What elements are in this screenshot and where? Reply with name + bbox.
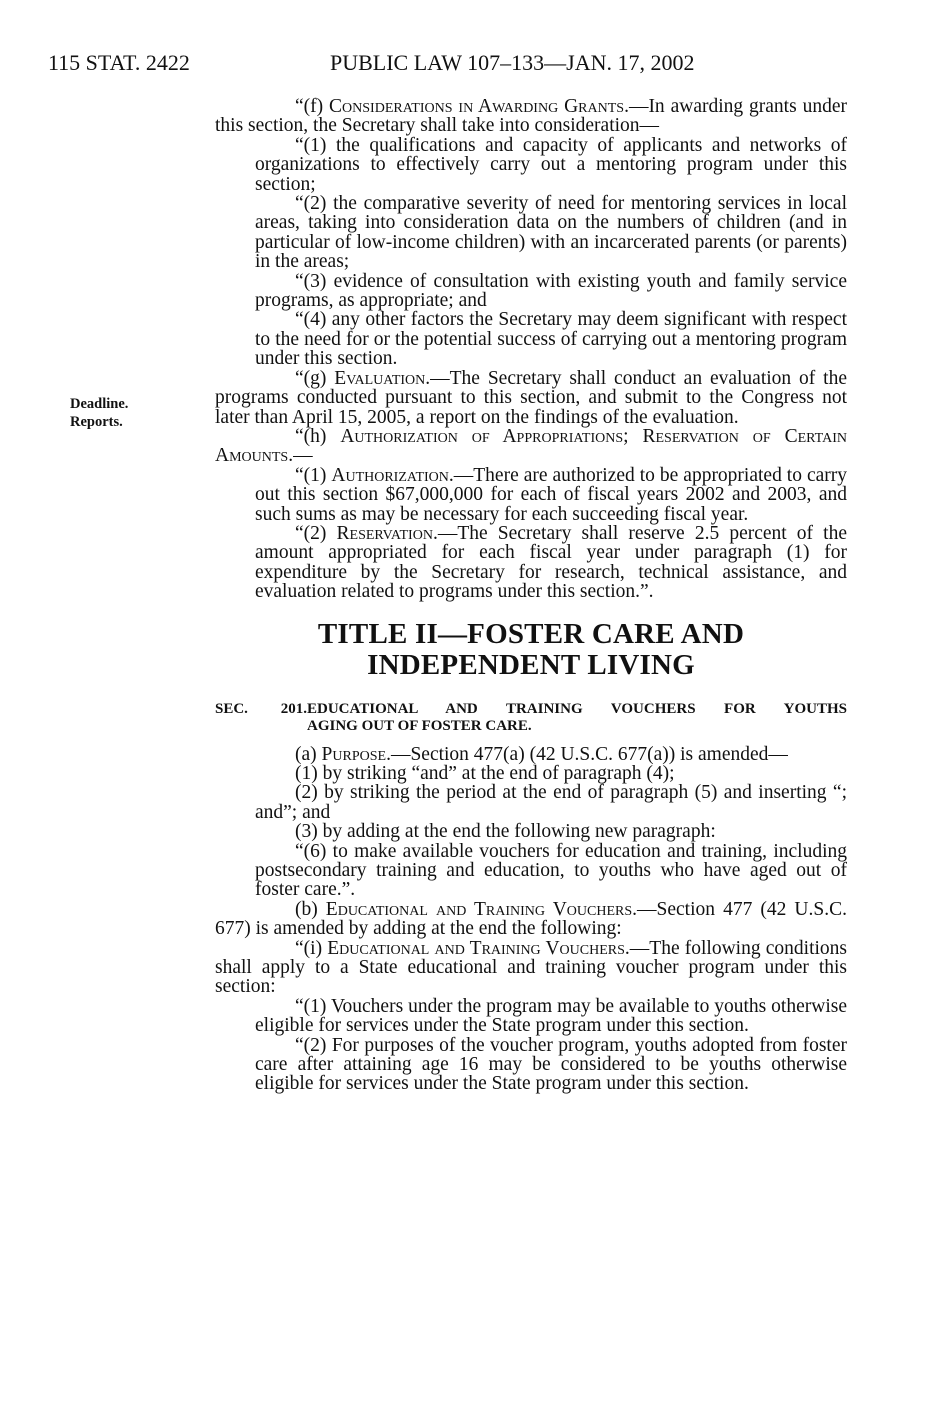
title-line-2: INDEPENDENT LIVING	[367, 648, 695, 681]
subsection-i-heading: Educational and Training Vouchers	[327, 937, 625, 959]
subsection-a	[215, 745, 847, 764]
subsection-f	[215, 97, 847, 136]
paragraph-h2-label: “(2)	[295, 522, 337, 544]
margin-note-deadline: Deadline.	[70, 396, 129, 412]
subsection-b-heading: Educational and Training Vouchers	[325, 898, 633, 920]
subsection-b-text: .—Section 477 (42 U.S.C. 677) is amended by adding at the end the following:	[215, 898, 847, 940]
paragraph-i1: “(1) Vouchers under the program may be available to youths otherwise eligible for services under the State program under this section.	[255, 995, 847, 1037]
section-number: SEC. 201.	[215, 700, 307, 717]
subsection-b-label: (b)	[295, 898, 326, 920]
subsection-h-label: “(h)	[295, 425, 341, 447]
title-heading	[215, 619, 847, 681]
section-body	[215, 745, 847, 1094]
paragraph-h1-text: .—There are authorized to be appropriated to carry out this section $67,000,000 for each of fiscal years 2002 and 2003, and such sums as may be necessary for each succeeding fiscal year.	[255, 464, 847, 525]
subsection-i	[215, 939, 847, 997]
paragraph-h2	[215, 524, 847, 602]
paragraph-f2: “(2) the comparative severity of need for mentoring services in local areas, taking into consideration data on the numbers of children (and in particular of low-income children) with an incarcerated parents (or parents) in the areas;	[255, 193, 847, 273]
subsection-g-text: .—The Secretary shall conduct an evaluation of the programs conducted pursuant to this section, and submit to the Congress not later than April 15, 2005, a report on the findings of the evaluation.	[215, 367, 847, 428]
paragraph-a3: (3) by adding at the end the following new paragraph:	[295, 821, 716, 843]
subsection-f-heading: Considerations in Awarding Grants	[329, 96, 625, 117]
paragraph-h1-heading: Authorization	[331, 464, 449, 486]
document-body	[215, 97, 847, 1094]
subsection-h-text: .—	[288, 445, 313, 467]
paragraph-i2: “(2) For purposes of the voucher program, youths adopted from foster care after attaining age 16 may be considered to be youths otherwise eligible for services under the State program under this section.	[255, 1034, 847, 1095]
paragraph-h2-text: .—The Secretary shall reserve 2.5 percent of the amount appropriated for each fiscal year under paragraph (1) for expenditure by the Secretary for research, technical assistance, and evaluation related to programs under this section.”.	[255, 522, 847, 603]
paragraph-a6: “(6) to make available vouchers for education and training, including postsecondary training and education, to youths who have aged out of foster care.”.	[255, 840, 847, 901]
section-heading-line-1	[215, 701, 847, 718]
subsection-b	[215, 900, 847, 939]
subsection-i-text: .—The following conditions shall apply to a State educational and training voucher program under this section:	[215, 937, 847, 998]
section-title-line-2: AGING OUT OF FOSTER CARE.	[307, 717, 532, 734]
subsection-g-heading: Evaluation	[334, 367, 426, 389]
paragraph-h1-label: “(1)	[295, 464, 332, 486]
paragraph-h2-heading: Reservation	[336, 522, 433, 544]
subsection-a-label: (a)	[295, 743, 322, 765]
paragraph-f3: “(3) evidence of consultation with existing youth and family service programs, as appropriate; and	[255, 270, 847, 312]
subsection-g	[215, 369, 847, 427]
paragraph-f1: “(1) the qualifications and capacity of applicants and networks of organizations to effectively carry out a mentoring program under this section;	[255, 134, 847, 195]
title-line-1: TITLE II—FOSTER CARE AND	[317, 617, 745, 650]
subsection-a-heading: Purpose	[321, 743, 387, 765]
subsection-f-text: .—In awarding grants under this section, the Secretary shall take into consideration—	[215, 96, 847, 137]
subsection-h	[215, 427, 847, 466]
section-heading	[215, 701, 847, 735]
page-number-header: 115 STAT. 2422	[48, 50, 190, 75]
subsection-f-label: “(f)	[295, 96, 330, 117]
paragraph-a2: (2) by striking the period at the end of paragraph (5) and inserting “; and”; and	[255, 782, 847, 823]
paragraph-f4: “(4) any other factors the Secretary may deem significant with respect to the need for or the potential success of carrying out a mentoring program under this section.	[255, 309, 847, 370]
subsection-g-label: “(g)	[295, 367, 335, 389]
public-law-header: PUBLIC LAW 107–133—JAN. 17, 2002	[330, 50, 695, 75]
margin-note-reports: Reports.	[70, 414, 123, 430]
subsection-i-label: “(i)	[295, 937, 328, 959]
subsection-h-heading: Authorization of Appropriations; Reservation of Certain Amounts	[215, 425, 847, 467]
section-title-line-1: EDUCATIONAL AND TRAINING VOUCHERS FOR YOUTHS	[307, 700, 847, 717]
subsection-a-text: .—Section 477(a) (42 U.S.C. 677(a)) is amended—	[386, 743, 788, 765]
paragraph-h1	[215, 466, 847, 524]
paragraph-a1: (1) by striking “and” at the end of paragraph (4);	[295, 762, 675, 784]
